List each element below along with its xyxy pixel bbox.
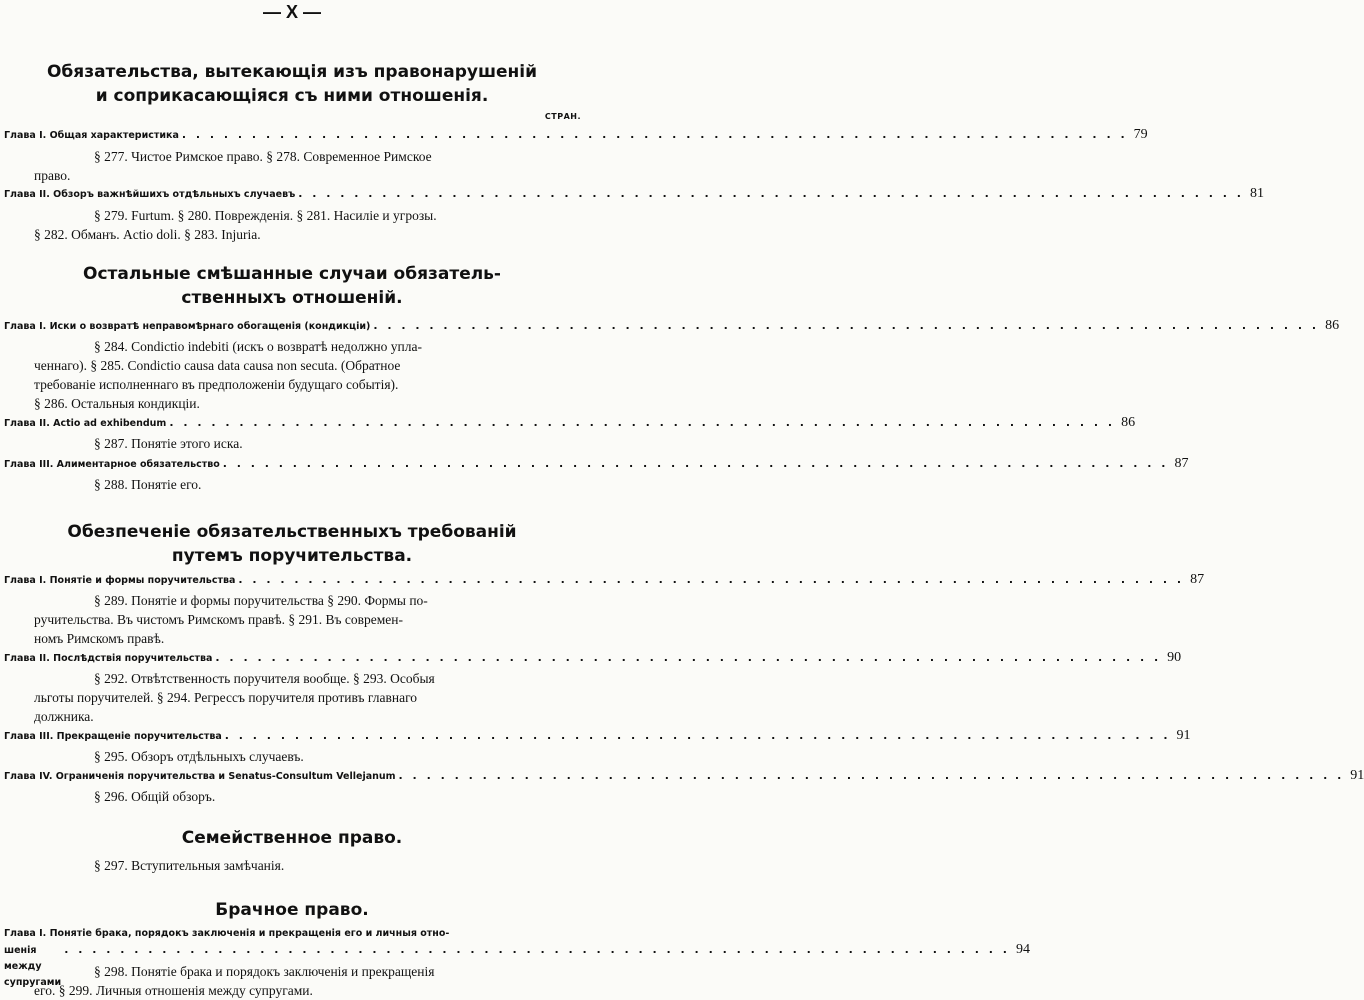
chapter-entry: Глава III. Прекращеніе поручительства . . . . . . . . . . . . . . . . . . . . . . . . . . . . . . . . . . . . . . . . . . . . . . . . . . . . . . . . . . . . . . . . . . . . 91 bbox=[4, 728, 1191, 743]
chapter-contents: § 284. Condictio indebiti (искъ о возвратѣ недолжно упла- ченнаго). § 285. Condictio causa data causa non secuta. (Обратное требованіе исполненнаго въ предположеніи будущаго событія). § 286. Остальныя кондикціи. bbox=[34, 339, 422, 411]
chapter-entry: Глава I. Понятіе и формы поручительства . . . . . . . . . . . . . . . . . . . . . . . . . . . . . . . . . . . . . . . . . . . . . . . . . . . . . . . . . . . . . . . . . . . . 87 bbox=[4, 572, 1205, 587]
chapter-contents: § 295. Обзоръ отдѣльныхъ случаевъ. bbox=[94, 749, 304, 764]
page-ref: 86 bbox=[1325, 318, 1340, 333]
chapter-entry: Глава I. Понятіе брака, порядокъ заключенія и прекращенія его и личныя отно- шенія между супругами . . . . . . . . . . . . . . . . . . . . . . . . . . . . . . . . . . . . . . . . . . . . . . . . . . . . . . . . . . . . . . . . . . . . 94 bbox=[4, 928, 1030, 988]
chapter-contents: § 298. Понятіе брака и порядокъ заключенія и прекращенія его. § 299. Личныя отношенія между супругами. bbox=[34, 964, 435, 998]
page-ref: 94 bbox=[1015, 942, 1030, 957]
page-ref: 90 bbox=[1167, 650, 1182, 665]
chapter-entry: Глава II. Обзоръ важнѣйшихъ отдѣльныхъ случаевъ . . . . . . . . . . . . . . . . . . . . . . . . . . . . . . . . . . . . . . . . . . . . . . . . . . . . . . . . . . . . . . . . . . . . 81 bbox=[4, 186, 1264, 201]
chapter-entry: Глава III. Алиментарное обязательство . . . . . . . . . . . . . . . . . . . . . . . . . . . . . . . . . . . . . . . . . . . . . . . . . . . . . . . . . . . . . . . . . . . . 87 bbox=[4, 456, 1189, 471]
chapter-contents: § 289. Понятіе и формы поручительства § 290. Формы по- ручительства. Въ чистомъ Римскомъ правѣ. § 291. Въ современ- номъ Римскомъ правѣ. bbox=[34, 593, 428, 646]
page-column-label: СТРАН. bbox=[544, 112, 581, 121]
chapter-entry: Глава IV. Ограниченія поручительства и Senatus-Consultum Vellejanum . . . . . . . . . . . . . . . . . . . . . . . . . . . . . . . . . . . . . . . . . . . . . . . . . . . . . . . . . . . . . . . . . . . . 91 bbox=[4, 768, 1364, 783]
page-ref: 91 bbox=[1176, 728, 1191, 743]
chapter-contents: § 296. Общій обзоръ. bbox=[94, 789, 216, 804]
section-heading: Остальные смѣшанные случаи обязатель- ственныхъ отношеній. bbox=[83, 264, 501, 308]
section-heading: Обязательства, вытекающія изъ правонарушеній и соприкасающіяся съ ними отношенія. bbox=[46, 62, 538, 106]
chapter-contents: § 288. Понятіе его. bbox=[94, 477, 202, 492]
chapter-entry: Глава I. Иски о возвратѣ неправомѣрнаго обогащенія (кондикціи) . . . . . . . . . . . . . . . . . . . . . . . . . . . . . . . . . . . . . . . . . . . . . . . . . . . . . . . . . . . . . . . . . . . . 86 bbox=[4, 318, 1340, 333]
page-ref: 81 bbox=[1250, 186, 1264, 201]
section-heading: Обезпеченіе обязательственныхъ требованій путемъ поручительства. bbox=[67, 522, 517, 566]
page-ref: 79 bbox=[1133, 127, 1148, 142]
section-heading: Брачное право. bbox=[215, 900, 369, 920]
page-ref: 87 bbox=[1190, 572, 1205, 587]
chapter-contents: § 292. Отвѣтственность поручителя вообще. § 293. Особыя льготы поручителей. § 294. Регрессъ поручителя противъ главнаго должника. bbox=[34, 671, 435, 724]
chapter-entry: Глава II. Actio ad exhibendum . . . . . . . . . . . . . . . . . . . . . . . . . . . . . . . . . . . . . . . . . . . . . . . . . . . . . . . . . . . . . . . . . . . . 86 bbox=[4, 415, 1136, 430]
chapter-entry: Глава II. Послѣдствія поручительства . . . . . . . . . . . . . . . . . . . . . . . . . . . . . . . . . . . . . . . . . . . . . . . . . . . . . . . . . . . . . . . . . . . . 90 bbox=[4, 650, 1182, 665]
intro-paragraph: § 297. Вступительныя замѣчанія. bbox=[94, 858, 285, 873]
page-ref: 86 bbox=[1121, 415, 1136, 430]
chapter-contents: § 277. Чистое Римское право. § 278. Современное Римское право. bbox=[34, 149, 432, 183]
page-number: — X — bbox=[262, 2, 321, 22]
section-heading: Семейственное право. bbox=[181, 828, 403, 848]
chapter-contents: § 287. Понятіе этого иска. bbox=[94, 436, 243, 451]
chapter-contents: § 279. Furtum. § 280. Поврежденія. § 281. Насиліе и угрозы. § 282. Обманъ. Actio doli. § 283. Injuria. bbox=[34, 208, 437, 242]
page-ref: 87 bbox=[1174, 456, 1189, 471]
page-ref: 91 bbox=[1350, 768, 1364, 783]
chapter-entry: Глава I. Общая характеристика . . . . . . . . . . . . . . . . . . . . . . . . . . . . . . . . . . . . . . . . . . . . . . . . . . . . . . . . . . . . . . . . . . . . 79 bbox=[4, 127, 1148, 142]
